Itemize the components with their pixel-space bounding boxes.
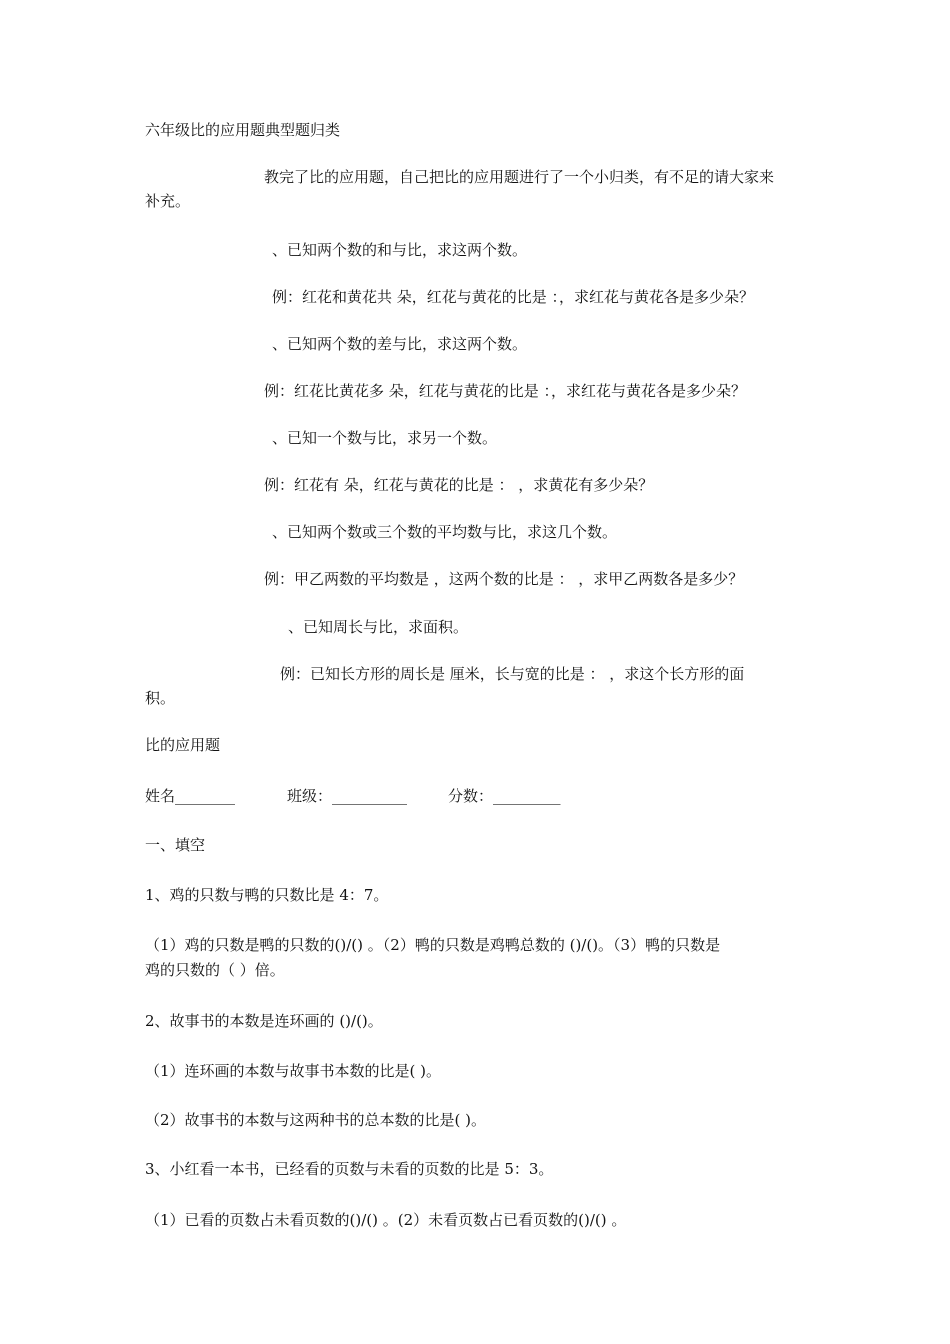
category-4: 、已知两个数或三个数的平均数与比，求这几个数。 [272, 523, 618, 541]
document-title: 六年级比的应用题典型题归类 [145, 121, 341, 139]
example-1: 例：红花和黄花共 朵，红花与黄花的比是 ：，求红花与黄花各是多少朵？ [272, 288, 755, 306]
example-5-line-1: 例：已知长方形的周长是 厘米，长与宽的比是 ： ，求这个长方形的面 [280, 665, 745, 683]
question-2-sub-1: （1）连环画的本数与故事书本数的比是( )。 [145, 1062, 442, 1080]
category-5: 、已知周长与比，求面积。 [288, 618, 469, 636]
category-1: 、已知两个数的和与比，求这两个数。 [272, 241, 528, 259]
question-2-sub-2: （2）故事书的本数与这两种书的总本数的比是( )。 [145, 1111, 487, 1129]
class-field: 班级：__________ [287, 787, 408, 805]
category-2: 、已知两个数的差与比，求这两个数。 [272, 335, 528, 353]
question-1: 1、鸡的只数与鸭的只数比是 4：7。 [145, 886, 389, 904]
example-2: 例：红花比黄花多 朵，红花与黄花的比是 ：，求红花与黄花各是多少朵？ [264, 382, 747, 400]
score-field: 分数：_________ [448, 787, 561, 805]
question-3: 3、小红看一本书，已经看的页数与未看的页数的比是 5：3。 [145, 1160, 554, 1178]
question-3-sub: （1）已看的页数占未看页数的()/() 。(2）未看页数占已看页数的()/() 。 [145, 1211, 627, 1229]
intro-line-2: 补充。 [145, 192, 191, 210]
example-5-line-2: 积。 [145, 689, 176, 707]
intro-line-1: 教完了比的应用题，自己把比的应用题进行了一个小归类，有不足的请大家来 [264, 168, 775, 186]
example-3: 例：红花有 朵，红花与黄花的比是 ： ，求黄花有多少朵？ [264, 476, 654, 494]
question-2: 2、故事书的本数是连环画的 ()/()。 [145, 1012, 383, 1030]
section-heading: 比的应用题 [145, 736, 221, 754]
example-4: 例：甲乙两数的平均数是 ，这两个数的比是 ： ，求甲乙两数各是多少？ [264, 570, 744, 588]
name-field: 姓名________ [145, 787, 236, 805]
question-1-sub-line-2: 鸡的只数的（ ）倍。 [145, 961, 285, 979]
part-heading: 一、填空 [145, 836, 206, 854]
question-1-sub-line-1: （1）鸡的只数是鸭的只数的()/() 。（2）鸭的只数是鸡鸭总数的 ()/()。（3）鸭的只数是 [145, 936, 721, 954]
category-3: 、已知一个数与比，求另一个数。 [272, 429, 498, 447]
